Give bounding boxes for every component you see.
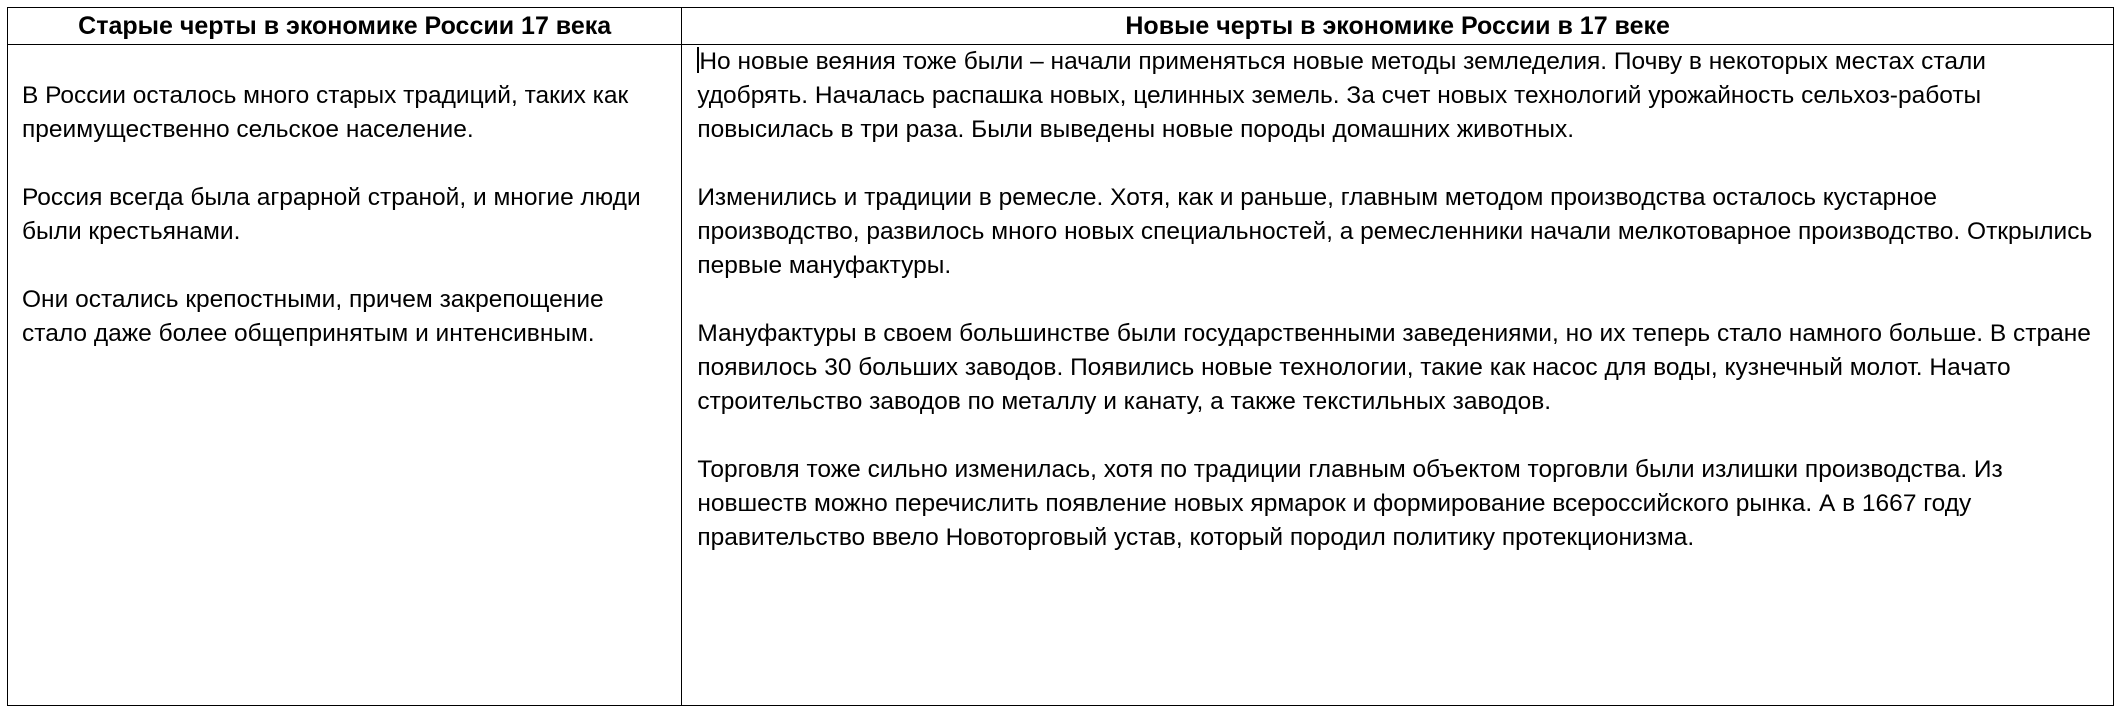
old-features-cell[interactable] <box>8 45 682 706</box>
new-feature-paragraph: Мануфактуры в своем большинстве были государственными заведениями, но их теперь стало намного больше. В стране появилось 30 больших заводов. Появились новые технологии, такие как насос для воды, кузнечный молот. Начато строительство заводов по металлу и канату, а также текстильных заводов. <box>697 320 2091 415</box>
old-feature-paragraph: В России осталось много старых традиций, таких как преимущественно сельское население. <box>22 82 629 143</box>
new-feature-paragraph: Изменились и традиции в ремесле. Хотя, как и раньше, главным методом производства осталось кустарное производство, развилось много новых специальностей, а ремесленники начали мелкотоварное производство. Открылись первые мануфактуры. <box>697 184 2093 279</box>
comparison-table <box>7 7 2114 706</box>
header-new-features: Новые черты в экономике России в 17 веке <box>682 8 2114 45</box>
new-features-cell[interactable] <box>682 45 2114 706</box>
new-feature-paragraph-first <box>697 45 2101 147</box>
new-feature-paragraph: Торговля тоже сильно изменилась, хотя по традиции главным объектом торговли были излишки производства. Из новшеств можно перечислить появление новых ярмарок и формирование всероссийского рынка. А в 1667 году правительство ввело Новоторговый устав, который породил политику протекционизма. <box>697 456 2003 551</box>
old-feature-paragraph: Они остались крепостными, причем закрепощение стало даже более общепринятым и интенсивным. <box>22 286 604 347</box>
header-row <box>8 8 2114 45</box>
old-feature-paragraph: Россия всегда была аграрной страной, и многие люди были крестьянами. <box>22 184 641 245</box>
header-old-features: Старые черты в экономике России 17 века <box>8 8 682 45</box>
document-page <box>7 7 2115 707</box>
new-feature-paragraph-text: Но новые веяния тоже были – начали применяться новые методы земледелия. Почву в некоторых местах стали удобрять. Началась распашка новых, целинных земель. За счет новых технологий урожайность сельхоз-работы повысилась в три раза. Были выведены новые породы домашних животных. <box>697 48 1986 143</box>
content-row <box>8 45 2114 706</box>
